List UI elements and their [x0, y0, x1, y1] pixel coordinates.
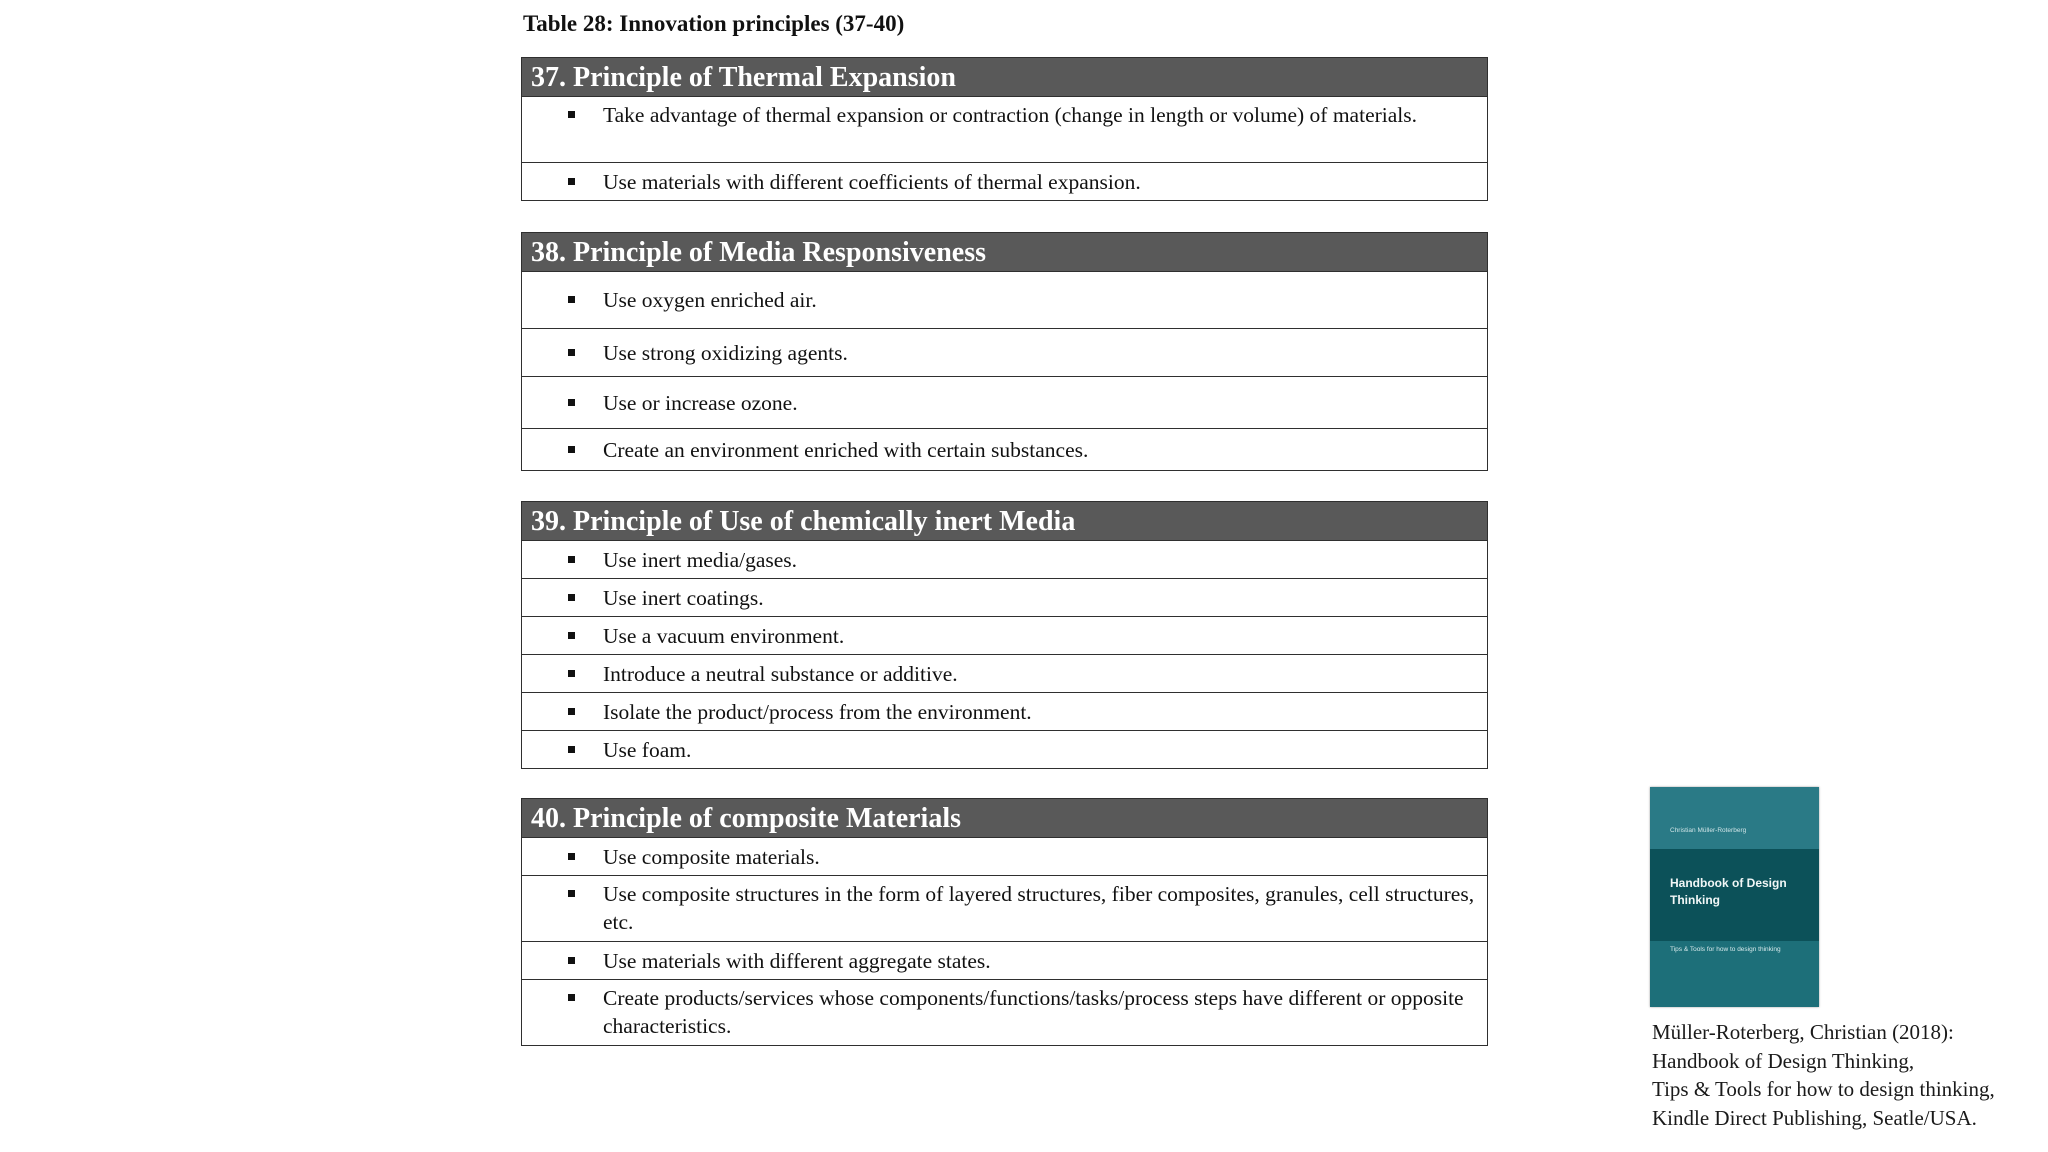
bullet-icon — [568, 178, 575, 185]
list-item-text: Use or increase ozone. — [603, 390, 798, 415]
list-item-text: Use materials with different coefficients of thermal expansion. — [603, 169, 1141, 194]
list-item — [522, 876, 1487, 942]
list-item-text: Introduce a neutral substance or additive. — [603, 661, 958, 686]
list-item-text: Isolate the product/process from the environment. — [603, 699, 1032, 724]
book-cover-subtitle: Tips & Tools for how to design thinking — [1670, 946, 1781, 953]
list-item-text: Use a vacuum environment. — [603, 623, 845, 648]
book-cover-title: Handbook of Design Thinking — [1670, 876, 1787, 907]
list-item — [522, 163, 1487, 201]
list-item — [522, 377, 1487, 429]
list-item — [522, 838, 1487, 876]
bullet-icon — [568, 708, 575, 715]
bullet-icon — [568, 890, 575, 897]
principle-39-title: 39. Principle of Use of chemically inert Media — [521, 501, 1488, 541]
bullet-icon — [568, 632, 575, 639]
bullet-icon — [568, 670, 575, 677]
principle-37-title: 37. Principle of Thermal Expansion — [521, 57, 1488, 97]
list-item — [522, 655, 1487, 693]
bullet-icon — [568, 957, 575, 964]
bullet-icon — [568, 746, 575, 753]
list-item-text: Use strong oxidizing agents. — [603, 340, 848, 365]
list-item-text: Take advantage of thermal expansion or contraction (change in length or volume) of materials. — [603, 103, 1417, 127]
reference-line: Müller-Roterberg, Christian (2018): — [1652, 1020, 1954, 1044]
list-item — [522, 731, 1487, 769]
principle-39-list — [521, 541, 1488, 769]
book-cover-top-band — [1650, 787, 1819, 849]
principle-38-section — [521, 232, 1488, 471]
bullet-icon — [568, 556, 575, 563]
list-item-text: Use foam. — [603, 737, 692, 762]
book-reference — [1652, 1018, 1995, 1132]
list-item-text: Use inert media/gases. — [603, 547, 798, 572]
list-item — [522, 579, 1487, 617]
list-item — [522, 617, 1487, 655]
principle-40-title: 40. Principle of composite Materials — [521, 798, 1488, 838]
principle-38-list — [521, 272, 1488, 471]
book-cover-author: Christian Müller-Roterberg — [1670, 827, 1747, 834]
list-item — [522, 97, 1487, 163]
principle-38-title: 38. Principle of Media Responsiveness — [521, 232, 1488, 272]
list-item — [522, 541, 1487, 579]
bullet-icon — [568, 111, 575, 118]
list-item-text: Create an environment enriched with certain substances. — [603, 437, 1089, 462]
principle-40-section — [521, 798, 1488, 1046]
principle-37-list — [521, 97, 1488, 201]
principle-37-section — [521, 57, 1488, 201]
principle-40-list — [521, 838, 1488, 1046]
reference-line: Handbook of Design Thinking, — [1652, 1048, 1915, 1073]
list-item-text: Use composite structures in the form of layered structures, fiber composites, granules, cell structures, etc. — [603, 882, 1475, 934]
list-item-text: Use composite materials. — [603, 844, 820, 869]
list-item — [522, 429, 1487, 471]
bullet-icon — [568, 446, 575, 453]
list-item — [522, 329, 1487, 377]
list-item — [522, 272, 1487, 329]
bullet-icon — [568, 594, 575, 601]
bullet-icon — [568, 296, 575, 303]
list-item-text: Use oxygen enriched air. — [603, 288, 817, 312]
list-item-text: Use materials with different aggregate states. — [603, 948, 991, 973]
list-item — [522, 942, 1487, 980]
reference-line: Kindle Direct Publishing, Seatle/USA. — [1652, 1105, 1977, 1130]
table-caption: Table 28: Innovation principles (37-40) — [523, 11, 905, 36]
list-item-text: Use inert coatings. — [603, 585, 764, 610]
book-cover-image — [1650, 787, 1819, 1007]
bullet-icon — [568, 349, 575, 356]
bullet-icon — [568, 399, 575, 406]
bullet-icon — [568, 853, 575, 860]
bullet-icon — [568, 994, 575, 1001]
list-item-text: Create products/services whose components/functions/tasks/process steps have different or opposite characteristics. — [603, 986, 1464, 1038]
list-item — [522, 693, 1487, 731]
list-item — [522, 980, 1487, 1046]
reference-line: Tips & Tools for how to design thinking, — [1652, 1077, 1995, 1101]
principle-39-section — [521, 501, 1488, 769]
